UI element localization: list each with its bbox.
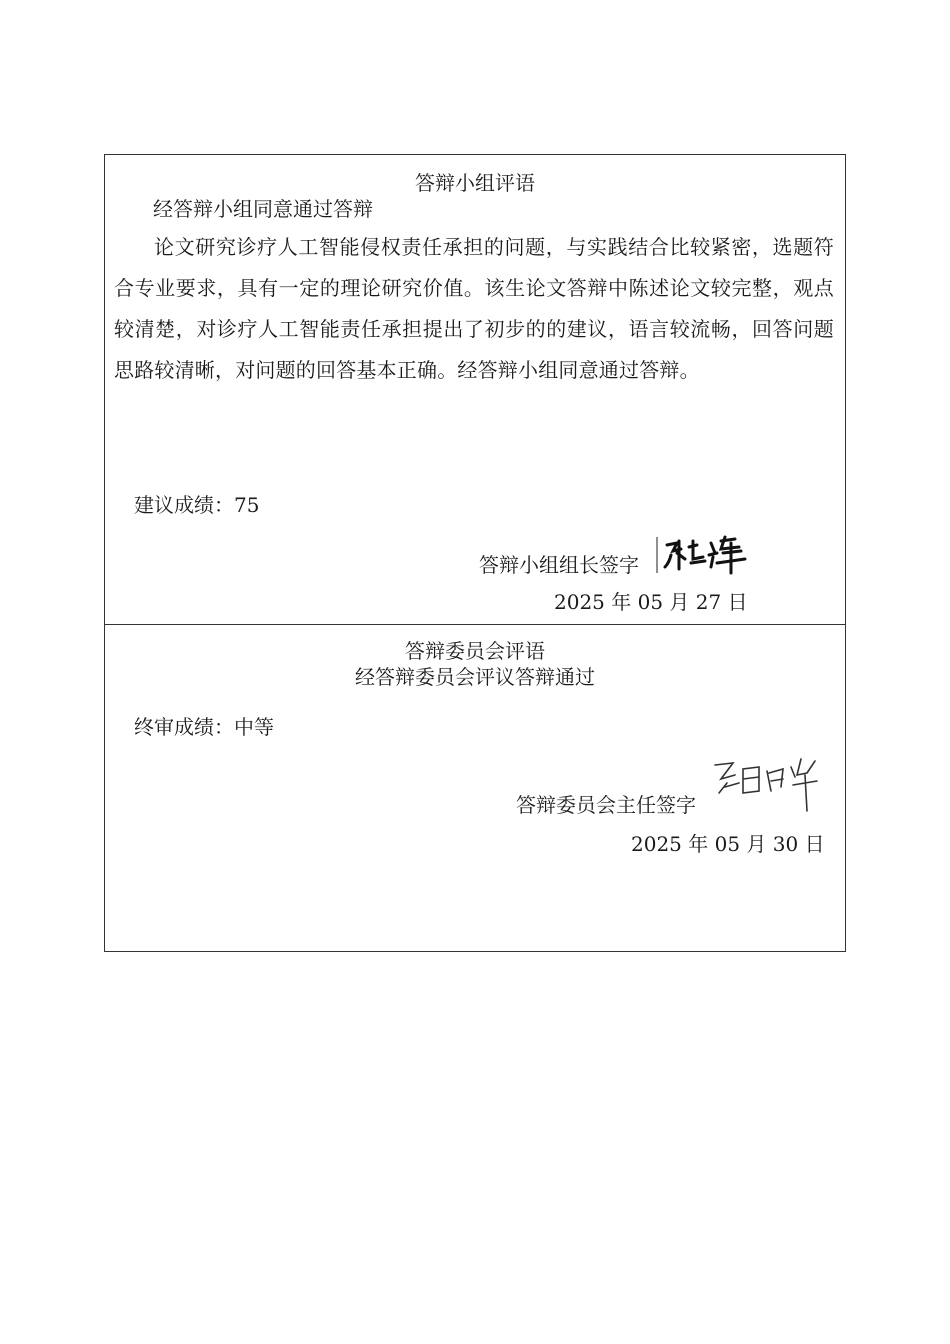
committee-review-section <box>105 625 845 951</box>
final-grade-label: 终审成绩： <box>134 715 234 739</box>
group-leader-signature <box>655 533 755 577</box>
committee-chair-signature-label: 答辩委员会主任签字 <box>516 793 696 817</box>
committee-review-title: 答辩委员会评语 <box>405 639 545 663</box>
committee-review-first-line: 经答辩委员会评议答辩通过 <box>355 665 595 689</box>
final-grade <box>134 713 274 741</box>
review-form-table <box>104 154 846 952</box>
group-review-first-line: 经答辩小组同意通过答辩 <box>153 197 373 221</box>
group-review-comment: 论文研究诊疗人工智能侵权责任承担的问题，与实践结合比较紧密，选题符合专业要求，具有一定的理论研究价值。该生论文答辩中陈述论文较完整，观点较清楚，对诊疗人工智能责任承担提出了初步的的建议，语言较流畅，回答问题思路较清晰，对问题的回答基本正确。经答辩小组同意通过答辩。 <box>114 235 834 382</box>
committee-review-date: 2025 年 05 月 30 日 <box>631 832 825 856</box>
group-review-title: 答辩小组评语 <box>415 171 535 195</box>
group-review-section <box>105 155 845 625</box>
suggested-grade <box>134 491 259 519</box>
group-leader-signature-label: 答辩小组组长签字 <box>479 553 639 577</box>
suggested-grade-label: 建议成绩： <box>134 493 234 517</box>
final-grade-value: 中等 <box>234 715 274 739</box>
group-review-date: 2025 年 05 月 27 日 <box>554 590 748 614</box>
committee-chair-signature <box>711 753 823 815</box>
suggested-grade-value: 75 <box>234 493 260 517</box>
